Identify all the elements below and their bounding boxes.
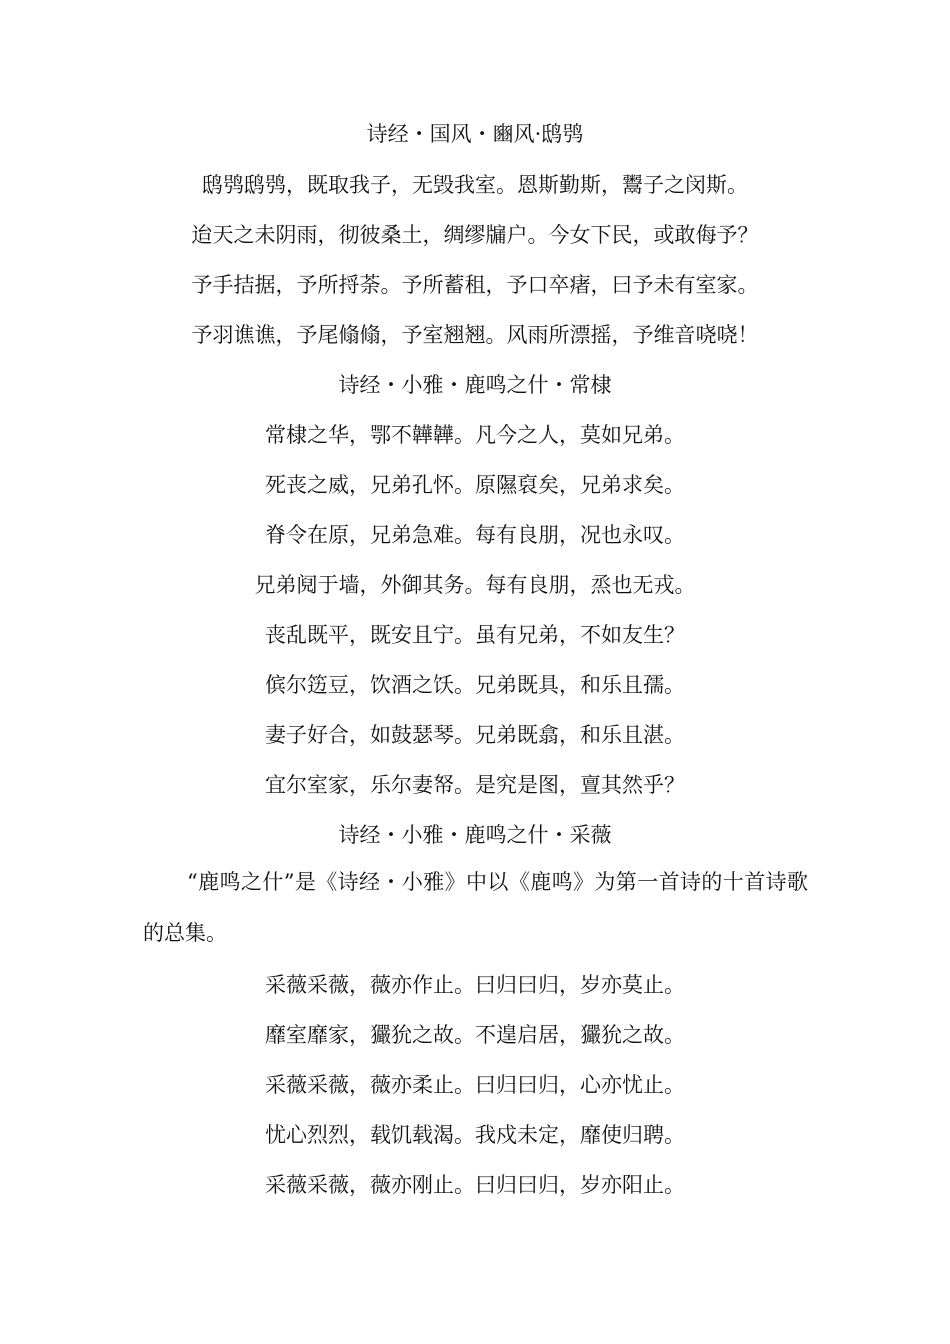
poem-line: 迨天之未阴雨，彻彼桑土，绸缪牖户。今女下民，或敢侮予？ (191, 223, 759, 247)
section-note: “鹿鸣之什”是《诗经・小雅》中以《鹿鸣》为第一首诗的十首诗歌的总集。 (143, 870, 808, 945)
poem-line: 忧心烈烈，载饥载渴。我戍未定，靡使归聘。 (265, 1123, 685, 1147)
section-title: 诗经・小雅・鹿鸣之什・常棣 (338, 373, 612, 397)
poem-line: 采薇采薇，薇亦刚止。曰归曰归，岁亦阳止。 (265, 1173, 685, 1197)
poem-line: 鸱鸮鸱鸮，既取我子，无毁我室。恩斯勤斯，鬻子之闵斯。 (202, 173, 748, 197)
section-title: 诗经・国风・豳风·鸱鸮 (366, 122, 584, 146)
poem-line: 兄弟阋于墙，外御其务。每有良朋，烝也无戎。 (254, 573, 696, 597)
poem-line: 丧乱既平，既安且宁。虽有兄弟，不如友生？ (265, 623, 685, 647)
poem-line: 常棣之华，鄂不韡韡。凡今之人，莫如兄弟。 (265, 423, 685, 447)
poem-line: 采薇采薇，薇亦柔止。曰归曰归，心亦忧止。 (265, 1073, 685, 1097)
poem-line: 予羽谯谯，予尾翛翛，予室翘翘。风雨所漂摇，予维音哓哓！ (191, 323, 759, 347)
poem-line: 采薇采薇，薇亦作止。曰归曰归，岁亦莫止。 (265, 973, 685, 997)
poem-line: 死丧之威，兄弟孔怀。原隰裒矣，兄弟求矣。 (265, 473, 685, 497)
poem-line: 宜尔室家，乐尔妻帑。是究是图，亶其然乎？ (265, 773, 685, 797)
poem-line: 脊令在原，兄弟急难。每有良朋，况也永叹。 (265, 523, 685, 547)
poem-line: 予手拮据，予所捋荼。予所蓄租，予口卒瘏，曰予未有室家。 (191, 273, 759, 297)
poem-line: 傧尔笾豆，饮酒之饫。兄弟既具，和乐且孺。 (265, 673, 685, 697)
section-title: 诗经・小雅・鹿鸣之什・采薇 (338, 823, 612, 847)
poem-line: 妻子好合，如鼓瑟琴。兄弟既翕，和乐且湛。 (265, 723, 685, 747)
poem-line: 靡室靡家，玁狁之故。不遑启居，玁狁之故。 (265, 1023, 685, 1047)
